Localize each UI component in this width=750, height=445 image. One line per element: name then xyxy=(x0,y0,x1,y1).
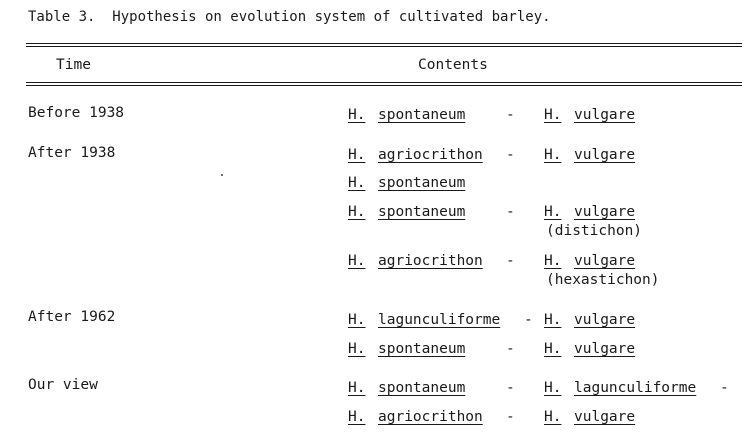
header-time: Time xyxy=(56,57,91,73)
dash: - xyxy=(506,204,515,220)
genus-abbrev: H. xyxy=(544,312,562,328)
species-name: vulgare xyxy=(574,409,636,425)
genus-abbrev: H. xyxy=(348,341,366,357)
species-name: vulgare xyxy=(574,204,636,220)
species-name: lagunculiforme xyxy=(378,312,501,328)
row-type-note: (hexastichon) xyxy=(546,272,660,288)
table-caption: Table 3. Hypothesis on evolution system of cultivated barley. xyxy=(28,9,551,25)
species-name: spontaneum xyxy=(378,380,466,396)
dash: - xyxy=(506,147,515,163)
dash: - xyxy=(720,380,729,396)
dash: - xyxy=(506,341,515,357)
row-time: After 1938 xyxy=(28,145,116,161)
species-name: agriocrithon xyxy=(378,409,483,425)
species-name: vulgare xyxy=(574,253,636,269)
top-double-rule xyxy=(26,43,742,44)
species-name: agriocrithon xyxy=(378,253,483,269)
genus-abbrev: H. xyxy=(348,147,366,163)
dash: - xyxy=(506,253,515,269)
genus-abbrev: H. xyxy=(348,107,366,123)
dash: - xyxy=(506,107,515,123)
dash: - xyxy=(524,312,533,328)
dash: - xyxy=(506,380,515,396)
row-time: Before 1938 xyxy=(28,105,125,121)
genus-abbrev: H. xyxy=(348,253,366,269)
row-time: After 1962 xyxy=(28,309,116,325)
genus-abbrev: H. xyxy=(544,107,562,123)
genus-abbrev: H. xyxy=(348,409,366,425)
genus-abbrev: H. xyxy=(348,175,366,191)
species-name: spontaneum xyxy=(378,204,466,220)
species-name: vulgare xyxy=(574,341,636,357)
species-name: spontaneum xyxy=(378,107,466,123)
genus-abbrev: H. xyxy=(348,204,366,220)
species-name: spontaneum xyxy=(378,341,466,357)
dash: - xyxy=(506,409,515,425)
header-contents: Contents xyxy=(418,57,488,73)
species-name: vulgare xyxy=(574,147,636,163)
genus-abbrev: H. xyxy=(544,204,562,220)
header-double-rule xyxy=(26,82,742,83)
species-name: spontaneum xyxy=(378,175,466,191)
row-type-note: (distichon) xyxy=(546,223,643,239)
genus-abbrev: H. xyxy=(544,409,562,425)
species-name: agriocrithon xyxy=(378,147,483,163)
row-time: Our view xyxy=(28,377,98,393)
genus-abbrev: H. xyxy=(544,341,562,357)
genus-abbrev: H. xyxy=(348,380,366,396)
genus-abbrev: H. xyxy=(544,253,562,269)
stray-mark xyxy=(221,174,223,176)
species-name: vulgare xyxy=(574,312,636,328)
genus-abbrev: H. xyxy=(544,147,562,163)
species-name: vulgare xyxy=(574,107,636,123)
species-name: lagunculiforme xyxy=(574,380,697,396)
genus-abbrev: H. xyxy=(544,380,562,396)
genus-abbrev: H. xyxy=(348,312,366,328)
